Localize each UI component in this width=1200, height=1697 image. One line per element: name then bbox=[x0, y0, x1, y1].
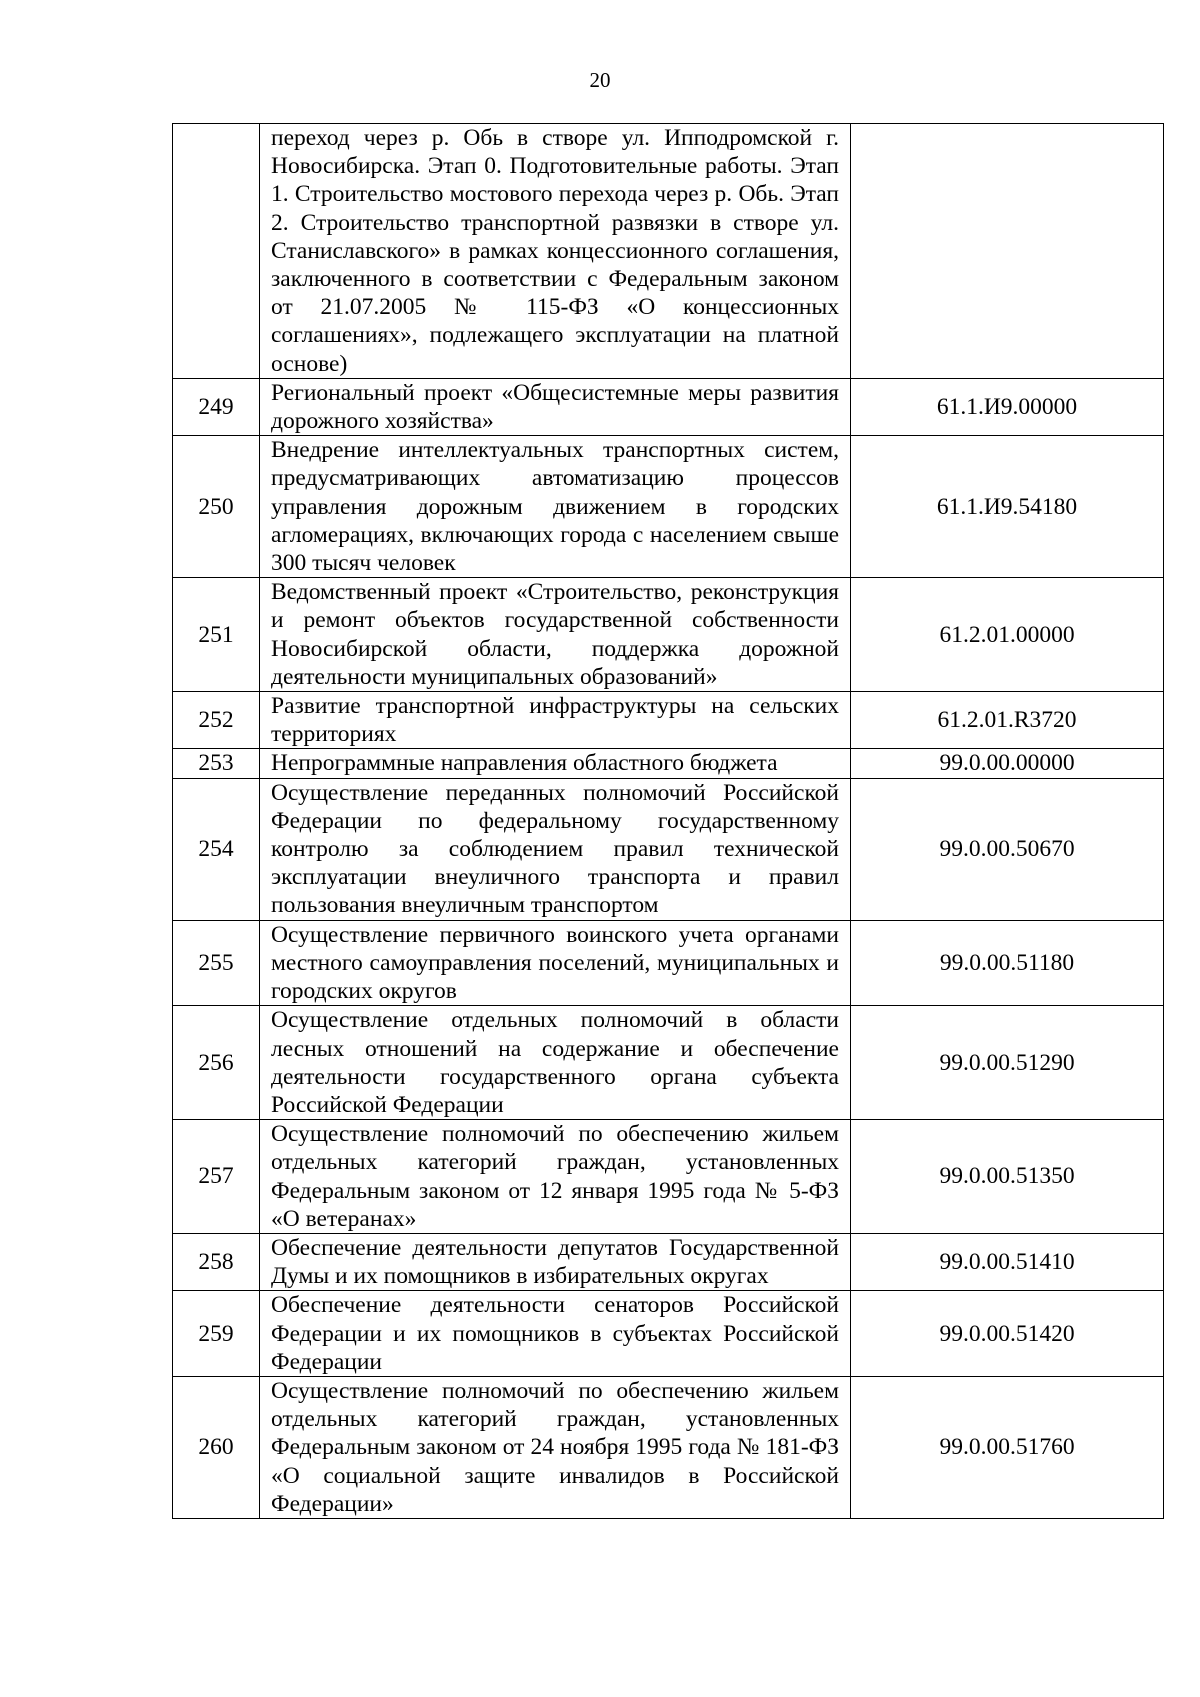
table-row bbox=[173, 1376, 1164, 1518]
row-name-cell: Внедрение интеллектуальных транспортных систем, предусматривающих автоматизацию процессов управления дорожным движением в городских агломерациях, включающих города с населением свыше 300 тысяч человек bbox=[260, 436, 851, 578]
table-row bbox=[173, 1120, 1164, 1234]
row-code-cell: 61.2.01.00000 bbox=[851, 578, 1164, 692]
row-name-cell: Осуществление переданных полномочий Российской Федерации по федеральному государственному контролю за соблюдением правил технической эксплуатации внеуличного транспорта и правил пользования внеуличным транспортом bbox=[260, 778, 851, 920]
row-code-cell: 99.0.00.00000 bbox=[851, 749, 1164, 778]
row-number-cell: 253 bbox=[173, 749, 260, 778]
row-number-cell: 256 bbox=[173, 1006, 260, 1120]
row-number-cell: 259 bbox=[173, 1291, 260, 1377]
row-number-cell: 250 bbox=[173, 436, 260, 578]
row-code-cell: 99.0.00.51290 bbox=[851, 1006, 1164, 1120]
row-code-cell bbox=[851, 124, 1164, 379]
row-number-cell bbox=[173, 124, 260, 379]
row-number-cell: 252 bbox=[173, 692, 260, 749]
row-number-cell: 255 bbox=[173, 920, 260, 1006]
row-code-cell: 61.1.И9.00000 bbox=[851, 378, 1164, 435]
row-code-cell: 99.0.00.51420 bbox=[851, 1291, 1164, 1377]
table-row bbox=[173, 749, 1164, 778]
row-code-cell: 61.1.И9.54180 bbox=[851, 436, 1164, 578]
table-row bbox=[173, 378, 1164, 435]
table-row bbox=[173, 778, 1164, 920]
row-number-cell: 249 bbox=[173, 378, 260, 435]
table-row bbox=[173, 692, 1164, 749]
table-row bbox=[173, 1233, 1164, 1290]
row-name-cell: Осуществление первичного воинского учета органами местного самоуправления поселений, муниципальных и городских округов bbox=[260, 920, 851, 1006]
row-name-cell: Развитие транспортной инфраструктуры на сельских территориях bbox=[260, 692, 851, 749]
row-name-cell: Осуществление полномочий по обеспечению жильем отдельных категорий граждан, установленных Федеральным законом от 24 ноября 1995 года № 181-ФЗ «О социальной защите инвалидов в Российской Федерации» bbox=[260, 1376, 851, 1518]
row-code-cell: 99.0.00.51350 bbox=[851, 1120, 1164, 1234]
row-name-cell: Осуществление отдельных полномочий в области лесных отношений на содержание и обеспечение деятельности государственного органа субъекта Российской Федерации bbox=[260, 1006, 851, 1120]
table-body bbox=[173, 124, 1164, 1519]
row-number-cell: 258 bbox=[173, 1233, 260, 1290]
row-name-cell: Осуществление полномочий по обеспечению жильем отдельных категорий граждан, установленных Федеральным законом от 12 января 1995 года № 5-ФЗ «О ветеранах» bbox=[260, 1120, 851, 1234]
row-number-cell: 260 bbox=[173, 1376, 260, 1518]
budget-classification-table bbox=[172, 123, 1164, 1519]
row-code-cell: 61.2.01.R3720 bbox=[851, 692, 1164, 749]
row-code-cell: 99.0.00.50670 bbox=[851, 778, 1164, 920]
table-row bbox=[173, 124, 1164, 379]
table-row bbox=[173, 920, 1164, 1006]
row-name-cell: Региональный проект «Общесистемные меры развития дорожного хозяйства» bbox=[260, 378, 851, 435]
row-name-cell: Ведомственный проект «Строительство, реконструкция и ремонт объектов государственной собственности Новосибирской области, поддержка дорожной деятельности муниципальных образований» bbox=[260, 578, 851, 692]
table-row bbox=[173, 1291, 1164, 1377]
row-number-cell: 254 bbox=[173, 778, 260, 920]
page-number: 20 bbox=[589, 68, 611, 92]
row-code-cell: 99.0.00.51410 bbox=[851, 1233, 1164, 1290]
row-number-cell: 257 bbox=[173, 1120, 260, 1234]
row-code-cell: 99.0.00.51180 bbox=[851, 920, 1164, 1006]
table-row bbox=[173, 436, 1164, 578]
row-code-cell: 99.0.00.51760 bbox=[851, 1376, 1164, 1518]
table-row bbox=[173, 578, 1164, 692]
table-row bbox=[173, 1006, 1164, 1120]
row-number-cell: 251 bbox=[173, 578, 260, 692]
row-name-cell: Обеспечение деятельности сенаторов Российской Федерации и их помощников в субъектах Российской Федерации bbox=[260, 1291, 851, 1377]
row-name-cell: Обеспечение деятельности депутатов Государственной Думы и их помощников в избирательных округах bbox=[260, 1233, 851, 1290]
row-name-cell: Непрограммные направления областного бюджета bbox=[260, 749, 851, 778]
row-name-cell: переход через р. Обь в створе ул. Ипподромской г. Новосибирска. Этап 0. Подготовительные работы. Этап 1. Строительство мостового перехода через р. Обь. Этап 2. Строительство транспортной развязки в створе ул. Станиславского» в рамках концессионного соглашения, заключенного в соответствии с Федеральным законом от 21.07.2005 № 115-ФЗ «О концессионных соглашениях», подлежащего эксплуатации на платной основе) bbox=[260, 124, 851, 379]
